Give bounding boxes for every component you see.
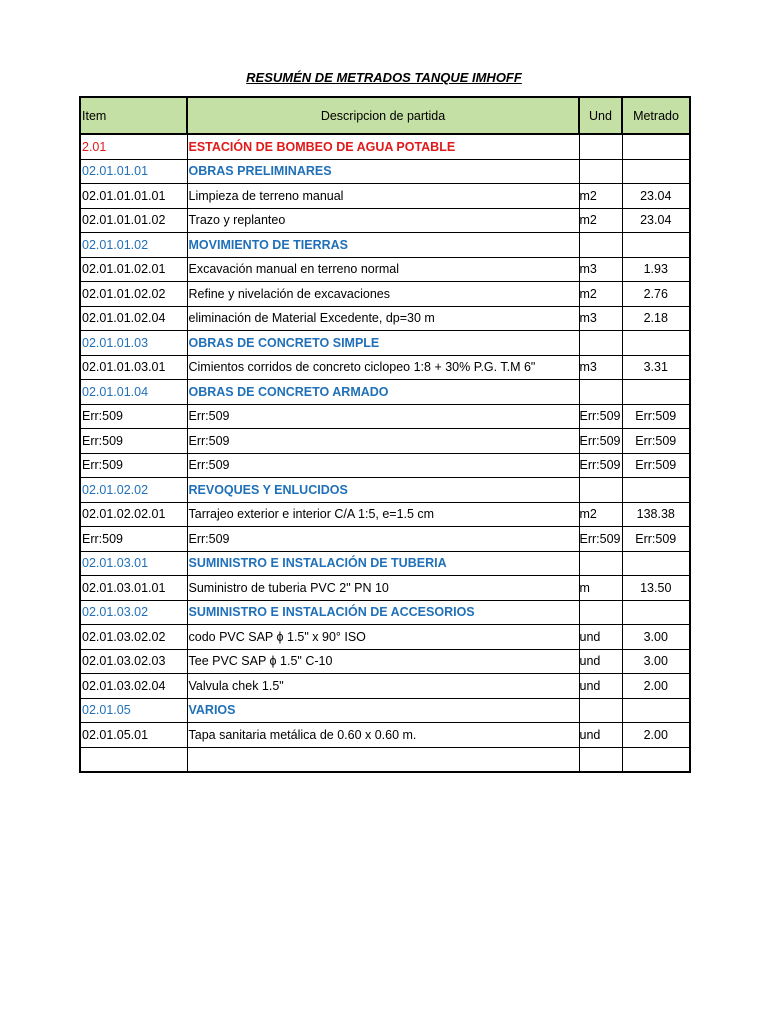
table-row — [80, 184, 690, 209]
cell-description: Err:509 — [187, 527, 579, 552]
cell-description: OBRAS DE CONCRETO SIMPLE — [187, 331, 579, 356]
cell-item: Err:509 — [80, 527, 187, 552]
cell-description: Tee PVC SAP ϕ 1.5" C-10 — [187, 649, 579, 674]
cell-quantity — [622, 159, 690, 184]
cell-item: 02.01.03.02.04 — [80, 674, 187, 699]
cell-quantity — [622, 551, 690, 576]
cell-item: 2.01 — [80, 134, 187, 159]
cell-description: Suministro de tuberia PVC 2" PN 10 — [187, 576, 579, 601]
cell-item: 02.01.03.01.01 — [80, 576, 187, 601]
header-unit: Und — [579, 97, 622, 134]
cell-item: 02.01.01.04 — [80, 380, 187, 405]
cell-item: 02.01.01.01 — [80, 159, 187, 184]
table-row — [80, 355, 690, 380]
cell-quantity — [622, 478, 690, 503]
cell-description: eliminación de Material Excedente, dp=30 m — [187, 306, 579, 331]
cell-unit: m2 — [579, 282, 622, 307]
cell-item: 02.01.03.02 — [80, 600, 187, 625]
table-row — [80, 453, 690, 478]
cell-item: 02.01.01.02.02 — [80, 282, 187, 307]
cell-description: SUMINISTRO E INSTALACIÓN DE TUBERIA — [187, 551, 579, 576]
cell-item: 02.01.01.01.01 — [80, 184, 187, 209]
table-row-section — [80, 159, 690, 184]
table-row — [80, 257, 690, 282]
cell-description: VARIOS — [187, 698, 579, 723]
cell-unit: m — [579, 576, 622, 601]
table-row-section — [80, 478, 690, 503]
table-row — [80, 404, 690, 429]
cell-item: 02.01.01.03.01 — [80, 355, 187, 380]
cell-unit: m2 — [579, 184, 622, 209]
table-row-section — [80, 380, 690, 405]
cell-quantity — [622, 331, 690, 356]
cell-quantity: 3.00 — [622, 649, 690, 674]
cell-quantity: 1.93 — [622, 257, 690, 282]
cell-quantity: 2.00 — [622, 723, 690, 748]
cell-item — [80, 747, 187, 772]
table-row — [80, 208, 690, 233]
cell-unit: m2 — [579, 208, 622, 233]
cell-description: Cimientos corridos de concreto ciclopeo 1:8 + 30% P.G. T.M 6" — [187, 355, 579, 380]
cell-description: Excavación manual en terreno normal — [187, 257, 579, 282]
cell-unit — [579, 331, 622, 356]
cell-unit: Err:509 — [579, 453, 622, 478]
table-row — [80, 649, 690, 674]
cell-quantity: Err:509 — [622, 404, 690, 429]
cell-unit: m2 — [579, 502, 622, 527]
table-row — [80, 527, 690, 552]
cell-description: Err:509 — [187, 404, 579, 429]
cell-unit — [579, 698, 622, 723]
table-row — [80, 502, 690, 527]
cell-description: Err:509 — [187, 453, 579, 478]
cell-unit — [579, 380, 622, 405]
table-row-section — [80, 551, 690, 576]
cell-quantity: 138.38 — [622, 502, 690, 527]
table-row — [80, 306, 690, 331]
cell-unit: und — [579, 649, 622, 674]
cell-quantity: 2.00 — [622, 674, 690, 699]
cell-quantity — [622, 698, 690, 723]
cell-unit: und — [579, 674, 622, 699]
cell-unit: m3 — [579, 355, 622, 380]
table-row-section — [80, 233, 690, 258]
cell-unit — [579, 233, 622, 258]
cell-item: 02.01.02.02.01 — [80, 502, 187, 527]
table-row — [80, 674, 690, 699]
cell-quantity: 13.50 — [622, 576, 690, 601]
cell-item: Err:509 — [80, 404, 187, 429]
cell-description: Err:509 — [187, 429, 579, 454]
cell-description: OBRAS PRELIMINARES — [187, 159, 579, 184]
table-row-section — [80, 600, 690, 625]
table-row — [80, 747, 690, 772]
cell-unit — [579, 551, 622, 576]
table-row — [80, 429, 690, 454]
cell-item: 02.01.01.03 — [80, 331, 187, 356]
cell-description: MOVIMIENTO DE TIERRAS — [187, 233, 579, 258]
cell-description: codo PVC SAP ϕ 1.5" x 90° ISO — [187, 625, 579, 650]
cell-item: 02.01.02.02 — [80, 478, 187, 503]
cell-description: Tarrajeo exterior e interior C/A 1:5, e=1.5 cm — [187, 502, 579, 527]
cell-quantity — [622, 233, 690, 258]
header-description: Descripcion de partida — [187, 97, 579, 134]
table-header-row — [80, 97, 690, 134]
cell-item: 02.01.01.02.01 — [80, 257, 187, 282]
table-row-section — [80, 698, 690, 723]
cell-unit: und — [579, 723, 622, 748]
cell-item: 02.01.01.02 — [80, 233, 187, 258]
cell-description: Refine y nivelación de excavaciones — [187, 282, 579, 307]
table-row — [80, 625, 690, 650]
cell-item: 02.01.03.02.02 — [80, 625, 187, 650]
cell-unit — [579, 600, 622, 625]
cell-quantity: Err:509 — [622, 429, 690, 454]
cell-unit: Err:509 — [579, 429, 622, 454]
header-quantity: Metrado — [622, 97, 690, 134]
cell-unit: m3 — [579, 257, 622, 282]
cell-item: Err:509 — [80, 453, 187, 478]
cell-item: 02.01.01.01.02 — [80, 208, 187, 233]
cell-item: 02.01.01.02.04 — [80, 306, 187, 331]
cell-unit — [579, 159, 622, 184]
cell-unit — [579, 747, 622, 772]
cell-description: Tapa sanitaria metálica de 0.60 x 0.60 m. — [187, 723, 579, 748]
cell-item: 02.01.03.01 — [80, 551, 187, 576]
cell-description: Valvula chek 1.5" — [187, 674, 579, 699]
cell-quantity — [622, 600, 690, 625]
cell-unit: Err:509 — [579, 404, 622, 429]
cell-quantity: Err:509 — [622, 453, 690, 478]
header-item: Item — [80, 97, 187, 134]
cell-quantity: 3.00 — [622, 625, 690, 650]
cell-quantity: 3.31 — [622, 355, 690, 380]
cell-quantity — [622, 134, 690, 159]
table-row — [80, 576, 690, 601]
cell-unit — [579, 134, 622, 159]
cell-quantity: 23.04 — [622, 208, 690, 233]
table-row-section — [80, 331, 690, 356]
metrados-table — [79, 96, 691, 773]
cell-item: 02.01.05 — [80, 698, 187, 723]
table-row — [80, 282, 690, 307]
cell-quantity — [622, 747, 690, 772]
cell-item: 02.01.05.01 — [80, 723, 187, 748]
cell-description: ESTACIÓN DE BOMBEO DE AGUA POTABLE — [187, 134, 579, 159]
cell-quantity: 23.04 — [622, 184, 690, 209]
table-row — [80, 723, 690, 748]
cell-description: Trazo y replanteo — [187, 208, 579, 233]
cell-quantity — [622, 380, 690, 405]
cell-description — [187, 747, 579, 772]
cell-quantity: 2.76 — [622, 282, 690, 307]
cell-description: Limpieza de terreno manual — [187, 184, 579, 209]
cell-quantity: 2.18 — [622, 306, 690, 331]
cell-unit — [579, 478, 622, 503]
cell-quantity: Err:509 — [622, 527, 690, 552]
cell-item: 02.01.03.02.03 — [80, 649, 187, 674]
cell-unit: Err:509 — [579, 527, 622, 552]
document-title: RESUMÉN DE METRADOS TANQUE IMHOFF — [246, 70, 522, 85]
table-body — [80, 134, 690, 772]
cell-unit: und — [579, 625, 622, 650]
cell-description: OBRAS DE CONCRETO ARMADO — [187, 380, 579, 405]
cell-description: SUMINISTRO E INSTALACIÓN DE ACCESORIOS — [187, 600, 579, 625]
table-row-top-level — [80, 134, 690, 159]
cell-item: Err:509 — [80, 429, 187, 454]
cell-description: REVOQUES Y ENLUCIDOS — [187, 478, 579, 503]
cell-unit: m3 — [579, 306, 622, 331]
